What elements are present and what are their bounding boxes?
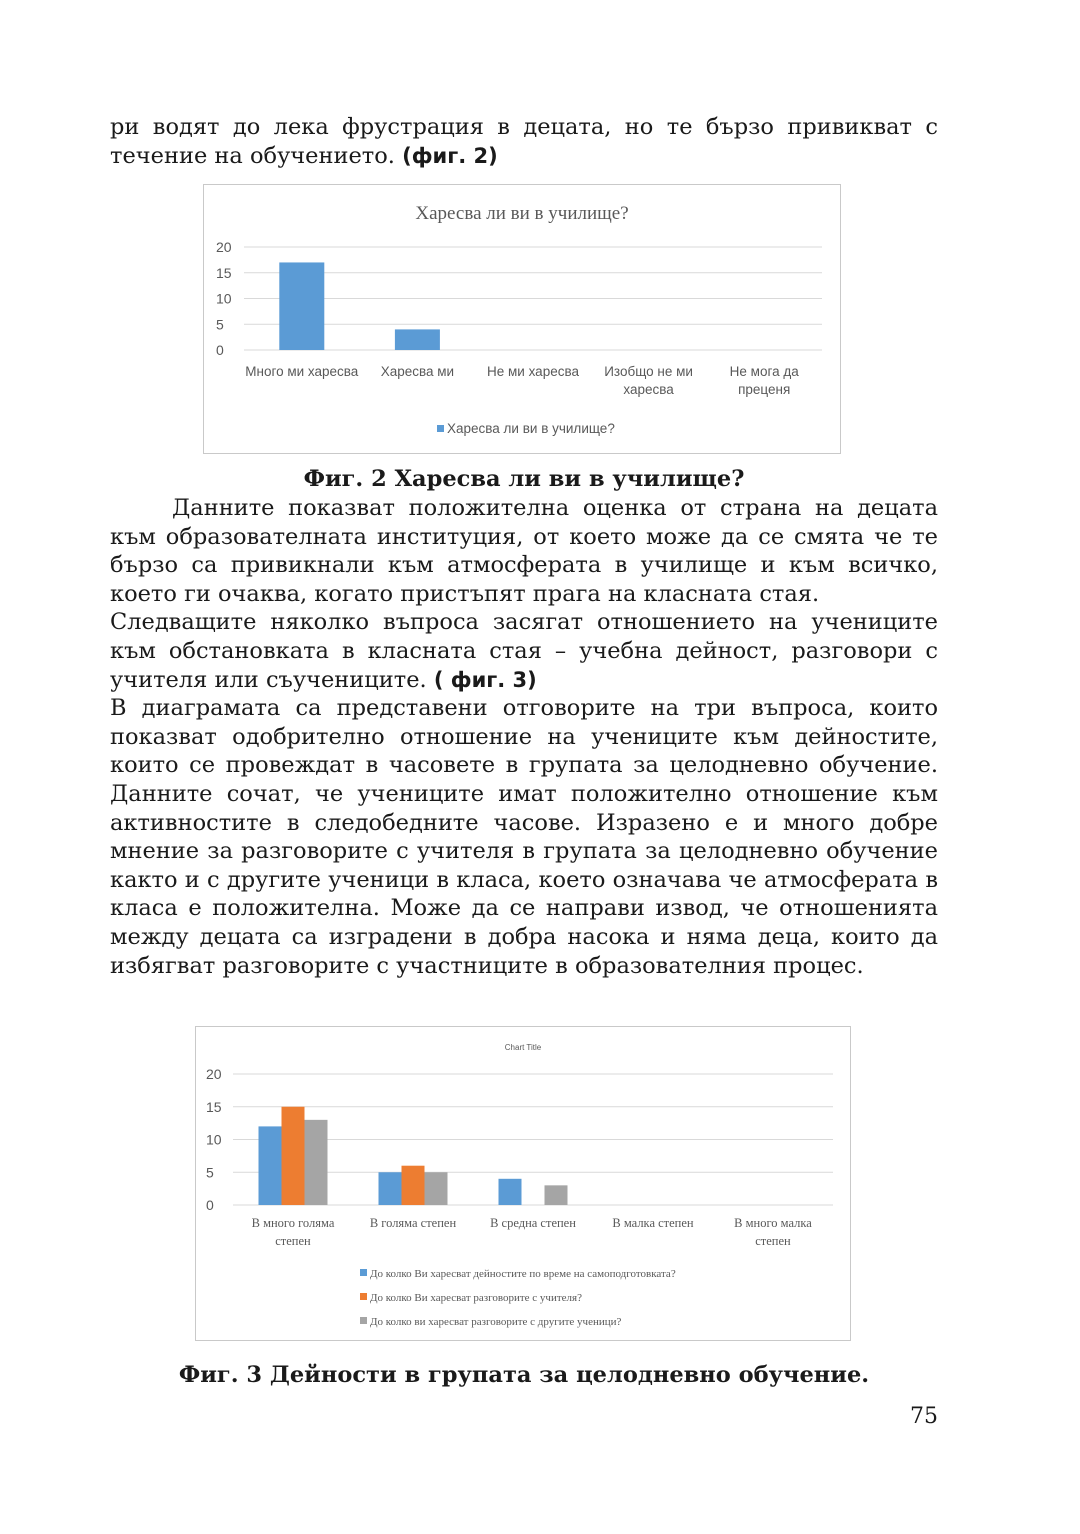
paragraph-3 bbox=[110, 608, 938, 694]
bar-s2-c2 bbox=[545, 1185, 568, 1205]
fig3-chart bbox=[195, 1026, 851, 1341]
legend-swatch-2 bbox=[360, 1317, 367, 1324]
y-tick-label-2: 10 bbox=[206, 1131, 222, 1148]
bar-s0-c1 bbox=[379, 1172, 402, 1205]
bar-s0-c1 bbox=[395, 329, 440, 350]
y-tick-label-1: 5 bbox=[216, 316, 224, 333]
legend-label-0: До колко Ви харесват дейностите по време на самоподготовката? bbox=[370, 1268, 676, 1280]
x-tick-label-0-1: степен bbox=[275, 1234, 311, 1248]
paragraph-1-line-2: течение на обучението. bbox=[110, 142, 395, 169]
x-tick-label-3-1: харесва bbox=[623, 382, 674, 397]
y-tick-label-4: 20 bbox=[206, 1066, 222, 1082]
fig2-caption: Фиг. 2 Харесва ли ви в училище? bbox=[303, 466, 745, 492]
fig2-chart-svg bbox=[204, 185, 840, 453]
legend-label-2: До колко ви харесват разговорите с другите ученици? bbox=[370, 1316, 622, 1328]
x-tick-label-4-0: В много малка bbox=[734, 1216, 812, 1230]
y-tick-label-4: 20 bbox=[216, 239, 232, 255]
fig3-caption: Фиг. 3 Дейности в групата за целодневно обучение. bbox=[178, 1362, 870, 1388]
legend-label-1: До колко Ви харесват разговорите с учителя? bbox=[370, 1292, 582, 1304]
paragraph-4: В диаграмата са представени отговорите на три въпроса, които показват одобрително отношение на учениците към дейностите, които се провеждат в часовете в групата за целодневно обучение. Данните сочат, че учениците имат положително отношение към активностите в следобедните часове. Изразено е и много добре мнение за разговорите с учителя в групата за целодневно обучение както и с другите ученици в класа, което означава че атмосферата в класа е положителна. Може да се направи извод, че отношенията между децата са изградени в добра насока и няма деца, които да избягват разговорите с участниците в образователния процес. bbox=[110, 695, 938, 979]
body-text bbox=[110, 494, 938, 980]
fig2-chart bbox=[203, 184, 841, 454]
fig3-reference: ( фиг. 3) bbox=[433, 667, 537, 692]
x-tick-label-2-0: Не ми харесва bbox=[487, 364, 579, 379]
legend-swatch-1 bbox=[360, 1293, 367, 1300]
x-tick-label-0-0: В много голяма bbox=[251, 1216, 335, 1230]
x-tick-label-0-0: Много ми харесва bbox=[245, 364, 359, 379]
x-tick-label-3-0: Изобщо не ми bbox=[604, 364, 693, 379]
x-tick-label-3-0: В малка степен bbox=[612, 1216, 694, 1230]
x-tick-label-1-0: В голяма степен bbox=[369, 1216, 457, 1230]
y-tick-label-3: 15 bbox=[206, 1098, 222, 1115]
paragraph-1 bbox=[110, 113, 938, 170]
y-tick-label-0: 0 bbox=[216, 342, 224, 358]
x-tick-label-4-1: преценя bbox=[738, 382, 791, 397]
y-tick-label-2: 10 bbox=[216, 290, 232, 307]
legend-swatch-0 bbox=[360, 1269, 367, 1276]
bar-s1-c1 bbox=[402, 1166, 425, 1205]
x-tick-label-4-0: Не мога да bbox=[729, 364, 799, 379]
legend-swatch-0 bbox=[437, 425, 444, 432]
y-tick-label-3: 15 bbox=[216, 264, 232, 281]
x-tick-label-4-1: степен bbox=[755, 1234, 791, 1248]
chart-title: Chart Title bbox=[504, 1043, 542, 1052]
bar-s0-c0 bbox=[259, 1126, 282, 1205]
y-tick-label-1: 5 bbox=[206, 1164, 214, 1181]
paragraph-2: Данните показват положителна оценка от страна на децата към образователната институция, от което може да се смята че те бързо са привикнали към атмосферата в училище и към всичко, което ги очаква, когато пристъпят прага на класната стая. bbox=[110, 495, 938, 607]
chart-title: Харесва ли ви в училище? bbox=[415, 203, 629, 224]
bar-s1-c0 bbox=[282, 1107, 305, 1205]
bar-s0-c0 bbox=[279, 262, 324, 350]
x-tick-label-2-0: В средна степен bbox=[490, 1216, 576, 1230]
y-tick-label-0: 0 bbox=[206, 1197, 214, 1213]
fig2-reference: (фиг. 2) bbox=[402, 143, 498, 168]
bar-s2-c0 bbox=[305, 1120, 328, 1205]
bar-s2-c1 bbox=[425, 1172, 448, 1205]
paragraph-3-text: Следващите няколко въпроса засягат отношението на учениците към обстановката в класната стая – учебна дейност, разговори с учителя или съучениците. bbox=[110, 609, 938, 693]
paragraph-1-line-1: ри водят до лека фрустрация в децата, но те бързо привикват с bbox=[110, 114, 938, 140]
fig3-chart-svg bbox=[196, 1027, 850, 1340]
legend-label-0: Харесва ли ви в училище? bbox=[447, 421, 615, 436]
bar-s0-c2 bbox=[499, 1179, 522, 1205]
x-tick-label-1-0: Харесва ми bbox=[380, 364, 455, 379]
page-number: 75 bbox=[910, 1404, 938, 1429]
